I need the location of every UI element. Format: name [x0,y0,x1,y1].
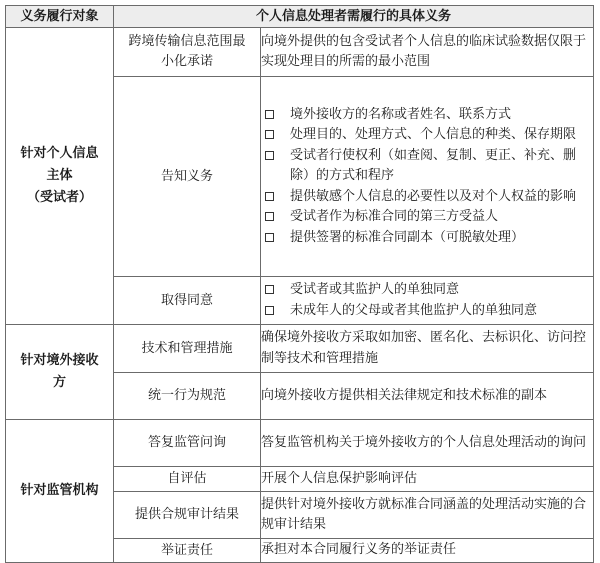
checkbox-icon [265,306,274,315]
header-obligee: 义务履行对象 [6,6,114,28]
checklist-item-text: 受试者作为标准合同的第三方受益人 [290,209,499,225]
party-label: 针对境外接收 [20,353,99,368]
checkbox-icon [265,151,274,160]
checkbox-icon [265,110,274,119]
description-cell: 确保境外接收方采取如加密、匿名化、去标识化、访问控制等技术和管理措施 [261,325,594,373]
checklist-item-text: 提供签署的标准合同副本（可脱敏处理） [290,229,525,245]
checklist [261,105,593,249]
checklist-item [261,301,593,322]
party-cell-regulator [6,420,114,563]
checklist-item [261,280,593,301]
party-label: 针对监管机构 [20,483,99,498]
party-label: 方 [52,375,66,390]
description-cell: 承担对本合同履行义务的举证责任 [261,539,594,563]
table-row [6,28,594,77]
checkbox-icon [265,233,274,242]
checkbox-icon [265,212,274,221]
party-label: （受试者） [26,190,92,205]
checklist-item-text: 境外接收方的名称或者姓名、联系方式 [290,106,512,122]
checklist-item [261,105,593,126]
party-cell-subject [6,28,114,325]
checklist-item [261,125,593,146]
checklist-item-text: 处理目的、处理方式、个人信息的种类、保存期限 [290,127,577,143]
checklist-item-text: 未成年人的父母或者其他监护人的单独同意 [290,302,538,318]
category-cell: 提供合规审计结果 [114,492,261,539]
description-cell [261,277,594,325]
category-cell: 自评估 [114,467,261,492]
category-cell: 举证责任 [114,539,261,563]
description-cell: 提供针对境外接收方就标准合同涵盖的处理活动实施的合规审计结果 [261,492,594,539]
checklist-item [261,187,593,208]
category-cell: 技术和管理措施 [114,325,261,373]
checklist-item-text: 受试者行使权利（如查阅、复制、更正、补充、删除）的方式和程序 [290,147,577,184]
checklist-item [261,146,593,187]
category-cell: 取得同意 [114,277,261,325]
description-cell: 答复监管机构关于境外接收方的个人信息处理活动的询问 [261,420,594,467]
table-row [6,325,594,373]
header-row [6,6,594,28]
description-cell: 向境外提供的包含受试者个人信息的临床试验数据仅限于实现处理目的所需的最小范围 [261,28,594,77]
party-cell-recipient [6,325,114,420]
checkbox-icon [265,130,274,139]
checklist-item-text: 提供敏感个人信息的必要性以及对个人权益的影响 [290,188,577,204]
description-cell: 开展个人信息保护影响评估 [261,467,594,492]
checklist-item-text: 受试者或其监护人的单独同意 [290,282,460,297]
checkbox-icon [265,192,274,201]
header-obligations: 个人信息处理者需履行的具体义务 [114,6,594,28]
party-label: 主体 [46,168,73,183]
obligations-table [5,5,594,563]
checkbox-icon [265,285,274,294]
checklist-item [261,207,593,228]
description-cell [261,77,594,277]
checklist-item [261,228,593,249]
category-cell: 告知义务 [114,77,261,277]
table-row [6,420,594,467]
description-cell: 向境外接收方提供相关法律规定和技术标准的副本 [261,373,594,420]
category-cell: 跨境传输信息范围最小化承诺 [114,28,261,77]
party-label: 针对个人信息 [20,146,99,161]
category-cell: 答复监管问询 [114,420,261,467]
checklist [261,280,593,321]
category-cell: 统一行为规范 [114,373,261,420]
